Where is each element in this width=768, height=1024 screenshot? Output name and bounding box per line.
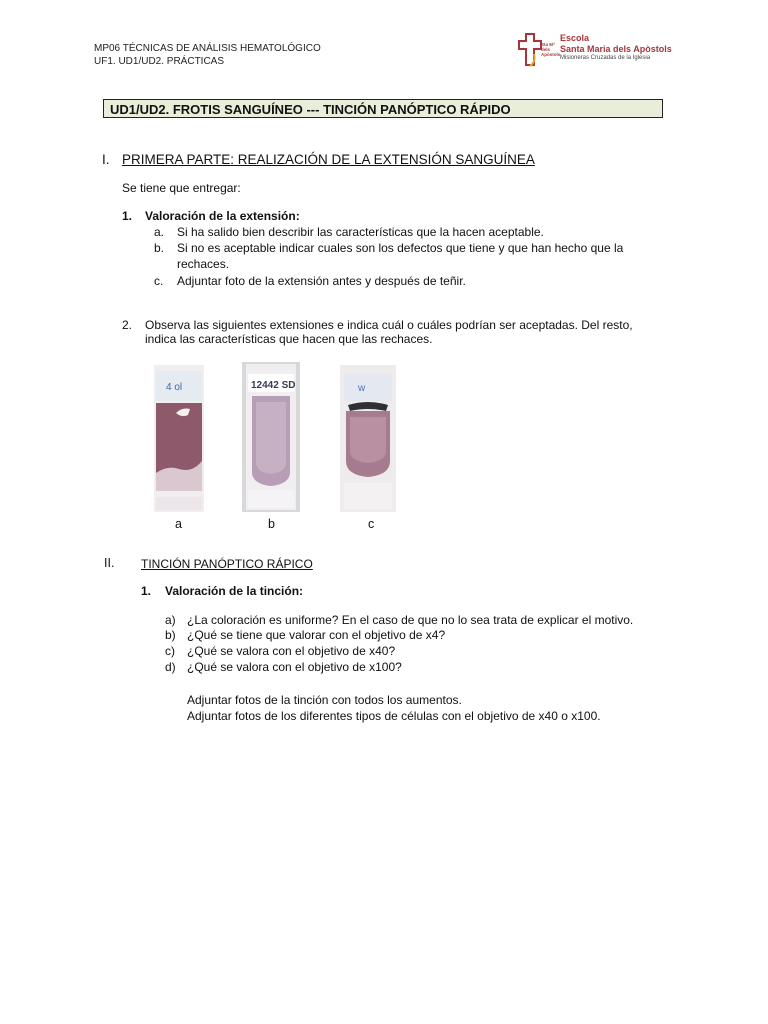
part2-heading: TINCIÓN PANÓPTICO RÁPICO	[141, 557, 313, 571]
slide-c-label: w	[358, 383, 366, 394]
question-b-letter: b)	[165, 628, 176, 642]
subitem-c-text: Adjuntar foto de la extensión antes y después de teñir.	[177, 274, 466, 288]
slide-caption-a: a	[175, 517, 182, 531]
logo-small-text: Sta Mª dels Apòstols	[541, 42, 561, 57]
subitem-a-text: Si ha salido bien describir las características que la hacen aceptable.	[177, 225, 544, 239]
slide-photo-b	[242, 362, 300, 512]
school-logo	[516, 30, 676, 70]
slide-caption-b: b	[268, 517, 275, 531]
part2-numeral: II.	[104, 556, 115, 570]
slide-photo-c	[340, 365, 396, 512]
subitem-c-letter: c.	[154, 274, 164, 288]
logo-line3: Misioneras Cruzadas de la Iglesia	[560, 55, 651, 61]
logo-line1: Escola	[560, 33, 590, 43]
slide-b-label: 12442 SD	[251, 380, 296, 391]
slide-caption-c: c	[368, 517, 375, 531]
item1-number: 1.	[122, 209, 133, 223]
question-c-letter: c)	[165, 644, 175, 658]
note-photos-cell-types: Adjuntar fotos de los diferentes tipos de células con el objetivo de x40 o x100.	[187, 709, 601, 723]
subitem-a-letter: a.	[154, 225, 165, 239]
header-unit: UF1. UD1/UD2. PRÁCTICAS	[94, 56, 225, 67]
question-b-text: ¿Qué se tiene que valorar con el objetivo de x4?	[187, 628, 446, 642]
part2-item1-number: 1.	[141, 584, 152, 598]
part2-item1-label: Valoración de la tinción:	[165, 584, 304, 598]
slide-photo-a	[154, 365, 204, 512]
item2-number: 2.	[122, 318, 133, 332]
part1-numeral: I.	[102, 152, 110, 167]
part1-intro: Se tiene que entregar:	[122, 181, 241, 195]
subitem-b-text-cont: rechaces.	[177, 257, 230, 271]
item2-line2: indica las características que hacen que las rechaces.	[145, 332, 433, 346]
header-course: MP06 TÉCNICAS DE ANÁLISIS HEMATOLÓGICO	[94, 43, 321, 54]
part1-heading: PRIMERA PARTE: REALIZACIÓN DE LA EXTENSIÓN SANGUÍNEA	[122, 152, 535, 167]
logo-line2: Santa Maria dels Apòstols	[560, 44, 672, 54]
subitem-b-text: Si no es aceptable indicar cuales son los defectos que tiene y que han hecho que la	[177, 241, 624, 255]
item1-label: Valoración de la extensión:	[145, 209, 300, 223]
question-d-text: ¿Qué se valora con el objetivo de x100?	[187, 660, 402, 674]
question-a-text: ¿La coloración es uniforme? En el caso de que no lo sea trata de explicar el motivo.	[187, 613, 634, 627]
document-title: UD1/UD2. FROTIS SANGUÍNEO --- TINCIÓN PANÓPTICO RÁPIDO	[103, 99, 663, 118]
subitem-b-letter: b.	[154, 241, 165, 255]
item2-line1: Observa las siguientes extensiones e indica cuál o cuáles podrían ser aceptadas. Del resto,	[145, 318, 633, 332]
question-d-letter: d)	[165, 660, 176, 674]
question-a-letter: a)	[165, 613, 176, 627]
note-photos-magnifications: Adjuntar fotos de la tinción con todos los aumentos.	[187, 693, 462, 707]
question-c-text: ¿Qué se valora con el objetivo de x40?	[187, 644, 396, 658]
slide-a-label: 4 ol	[166, 382, 183, 393]
